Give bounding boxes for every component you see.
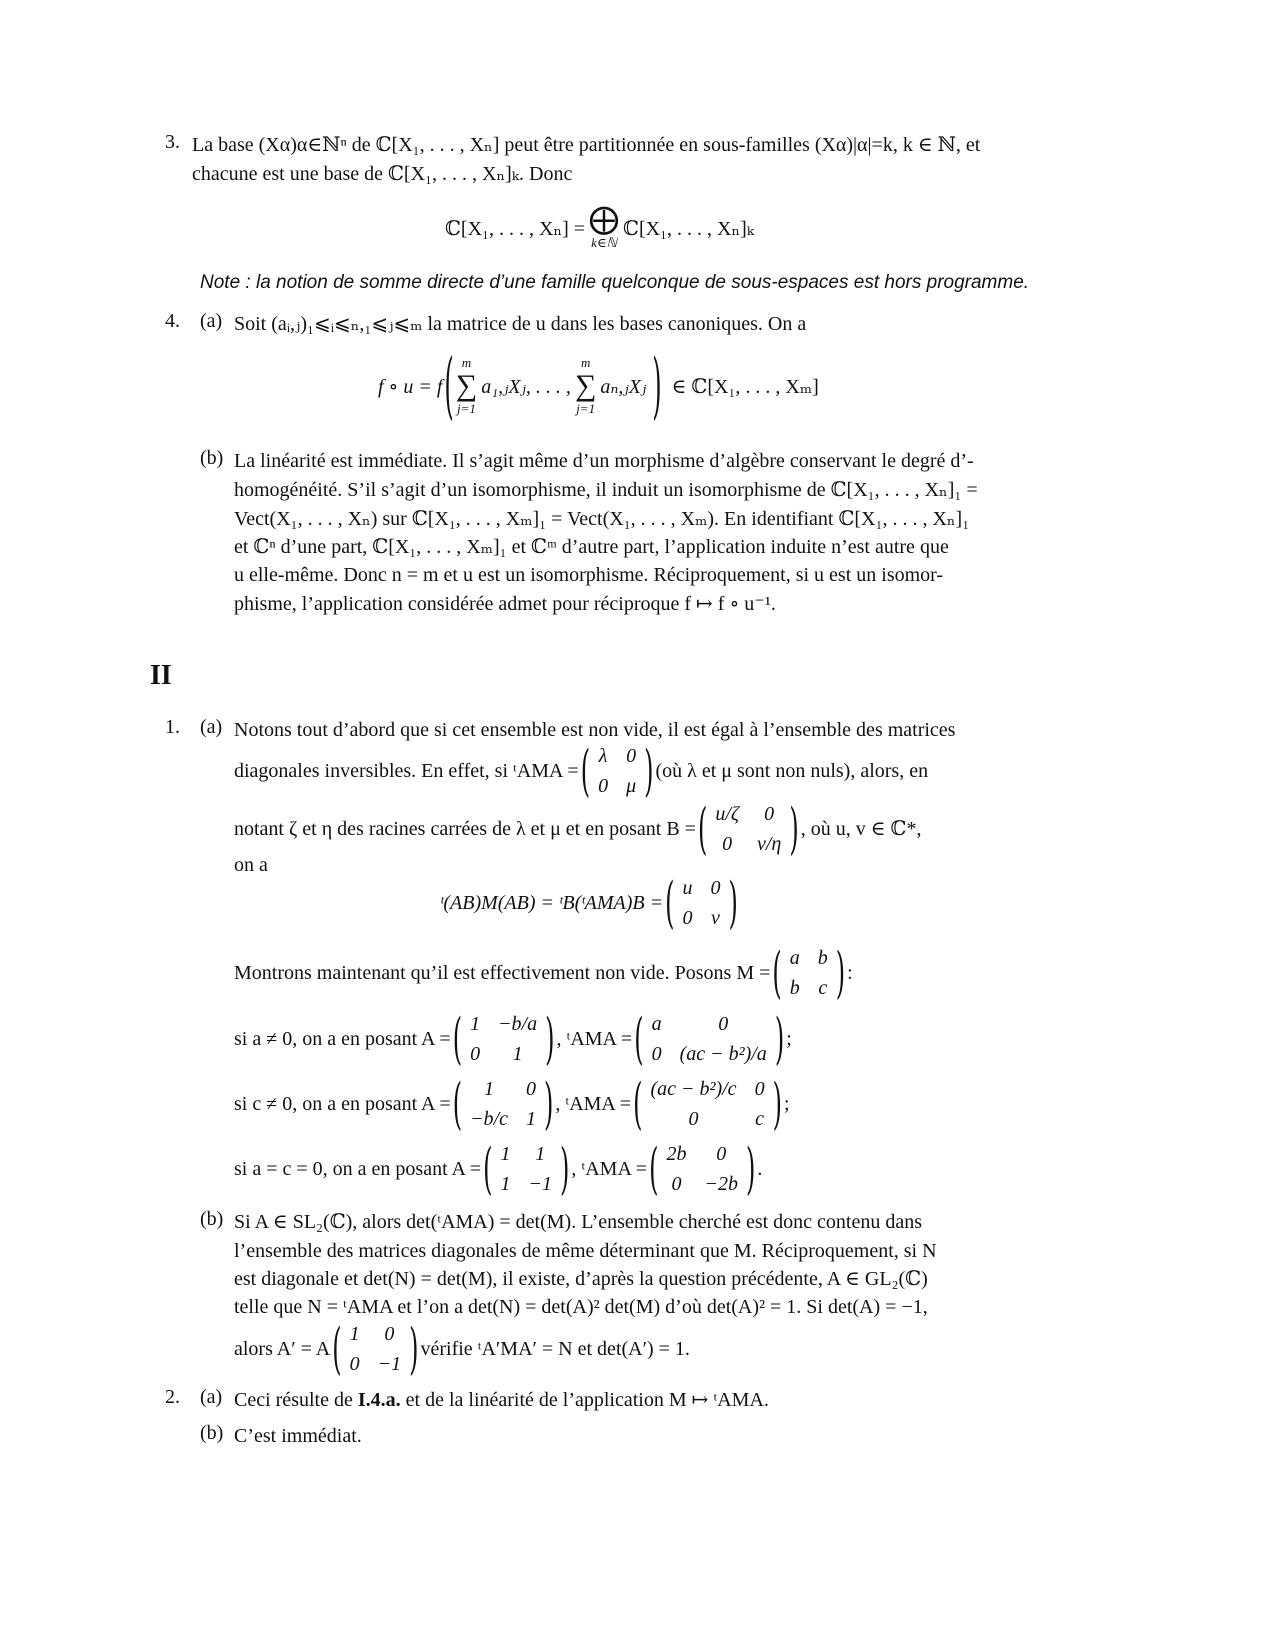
sum-term: a₁,ⱼXⱼ, . . . , (481, 375, 571, 398)
subitem-label: (a) (200, 1386, 223, 1408)
direct-sum-operator (589, 205, 619, 251)
paragraph-line: est diagonale et det(N) = det(M), il existe, d’après la question précédente, A ∈ GL₂(ℂ) (234, 1268, 928, 1290)
matrix-cell: 0 (722, 833, 733, 855)
matrix-cell: 0 (688, 1108, 699, 1130)
equation-left: f ∘ u = f (378, 375, 443, 398)
text-run: , ᵗAMA = (556, 1027, 633, 1050)
paragraph-line: et ℂⁿ d’une part, ℂ[X₁, . . . , Xₘ]₁ et ℂᵐ d’autre part, l’application induite n’est autre que (234, 536, 949, 558)
matrix-cell: 1 (535, 1143, 546, 1165)
item-number: 1. (165, 716, 180, 738)
right-paren: ) (644, 738, 654, 804)
matrix-cell: 0 (598, 775, 609, 797)
paragraph-line: Vect(X₁, . . . , Xₙ) sur ℂ[X₁, . . . , Xₘ]₁ = Vect(X₁, . . . , Xₘ). En identifiant ℂ[X₁, . . . , Xₙ]₁ (234, 508, 970, 530)
subitem-label: (a) (200, 310, 223, 332)
text-run: , ᵗAMA = (571, 1157, 648, 1180)
matrix-A (451, 1071, 556, 1137)
right-paren: ) (789, 796, 799, 862)
matrix-cell: 0 (718, 1013, 729, 1035)
text-run: si c ≠ 0, on a en posant A = (234, 1092, 451, 1115)
text-run: . (757, 1157, 763, 1180)
matrix-cell: 1 (500, 1173, 511, 1195)
right-paren: ) (835, 940, 846, 1006)
text-run: Montrons maintenant qu’il est effectivement non vide. Posons M = (234, 961, 771, 984)
paragraph-line: Soit (aᵢ,ⱼ)₁⩽ᵢ⩽ₙ,₁⩽ⱼ⩽ₘ la matrice de u dans les bases canoniques. On a (234, 313, 807, 335)
left-paren: ( (332, 1316, 342, 1382)
matrix-cell: u (682, 877, 693, 899)
equation-right: ℂ[X₁, . . . , Xₙ]ₖ (623, 217, 755, 240)
matrix-cell: 2b (666, 1143, 687, 1165)
matrix-cell: 1 (526, 1108, 536, 1130)
matrix-cell: 0 (651, 1043, 662, 1065)
equation-right: ∈ ℂ[X₁, . . . , Xₘ] (671, 375, 819, 398)
equation-left: ℂ[X₁, . . . , Xₙ] = (445, 217, 586, 240)
matrix-cell: 0 (384, 1323, 395, 1345)
subitem-label: (a) (200, 716, 223, 738)
oplus-icon: ⨁ (589, 203, 620, 236)
text-run: alors A′ = A (234, 1337, 331, 1360)
matrix-A (481, 1136, 571, 1202)
matrix-cell: 0 (716, 1143, 727, 1165)
text-run: ; (783, 1092, 790, 1115)
left-paren: ( (772, 940, 782, 1006)
text-run: ; (786, 1027, 792, 1050)
matrix-cell: −2b (704, 1173, 738, 1195)
subitem-label: (b) (200, 447, 224, 469)
item-number: 3. (165, 131, 180, 153)
left-paren: ( (444, 344, 454, 428)
paragraph-line: Notons tout d’abord que si cet ensemble est non vide, il est égal à l’ensemble des matrices (234, 719, 956, 741)
matrix-cell: 1 (484, 1078, 495, 1100)
matrix-cell: 1 (349, 1323, 360, 1345)
matrix-cell: λ (598, 745, 608, 767)
display-equation (440, 872, 740, 934)
matrix-cell: 1 (500, 1143, 511, 1165)
left-paren: ( (483, 1136, 493, 1202)
right-paren: ) (545, 1006, 555, 1072)
text-run: si a ≠ 0, on a en posant A = (234, 1027, 451, 1050)
left-paren: ( (634, 1006, 644, 1072)
matrix-cell: 0 (526, 1078, 536, 1100)
paragraph-line: l’ensemble des matrices diagonales de même déterminant que M. Réciproquement, si N (234, 1240, 937, 1262)
sum-lower: j=1 (576, 401, 596, 416)
sigma-icon: ∑ (455, 369, 478, 402)
note: Note : la notion de somme directe d’une famille quelconque de sous-espaces est hors programme. (200, 272, 1030, 293)
cross-reference: I.4.a. (357, 1389, 401, 1411)
right-paren: ) (772, 1071, 782, 1137)
paragraph-line: chacune est une base de ℂ[X₁, . . . , Xₙ]ₖ. Donc (192, 163, 573, 185)
text-run: diagonales inversibles. En effet, si ᵗAMA = (234, 759, 579, 782)
sum-operator (456, 355, 477, 417)
matrix-cell: −1 (528, 1173, 553, 1195)
paragraph-line: telle que N = ᵗAMA et l’on a det(N) = det(A)² det(M) d’où det(A)² = 1. Si det(A) = −1, (234, 1296, 928, 1318)
paragraph-line: C’est immédiat. (234, 1425, 362, 1447)
paragraph-line: u elle-même. Donc n = m et u est un isomorphisme. Réciproquement, si u est un isomor- (234, 564, 944, 586)
matrix-cell: u/ζ (715, 803, 739, 825)
right-paren: ) (560, 1136, 570, 1202)
sum-operator (575, 355, 596, 417)
matrix-cell: 0 (764, 803, 775, 825)
right-paren: ) (652, 344, 662, 428)
matrix-cell: v (711, 907, 720, 929)
paragraph-line: phisme, l’application considérée admet pour réciproque f ↦ f ∘ u⁻¹. (234, 593, 776, 615)
text-run: si a = c = 0, on a en posant A = (234, 1157, 482, 1180)
matrix-M (770, 940, 847, 1006)
right-paren: ) (774, 1006, 785, 1072)
matrix-cell: v/η (756, 833, 782, 855)
text-run: vérifie ᵗA′MA′ = N et det(A′) = 1. (420, 1337, 690, 1360)
matrix-cell: μ (626, 775, 637, 797)
matrix-lambda-mu (579, 738, 656, 804)
right-paren: ) (745, 1136, 756, 1202)
left-paren: ( (452, 1071, 463, 1137)
paragraph-line: Si A ∈ SL₂(ℂ), alors det(ᵗAMA) = det(M). L’ensemble cherché est donc contenu dans (234, 1211, 923, 1233)
operator-limit: k∈ℕ (591, 235, 617, 250)
left-paren: ( (697, 796, 708, 862)
left-paren: ( (633, 1071, 643, 1137)
right-paren: ) (544, 1071, 554, 1137)
matrix-cell: 0 (470, 1043, 481, 1065)
matrix-cell: a (789, 947, 800, 969)
matrix-cell: −1 (377, 1353, 402, 1375)
matrix-cell: 0 (671, 1173, 682, 1195)
direct-sum-equation (445, 205, 754, 251)
matrix-cell: −b/a (498, 1013, 538, 1035)
matrix-cell: (ac − b²)/a (679, 1043, 767, 1065)
case-line (234, 1008, 792, 1070)
section-title: II (150, 660, 172, 691)
paragraph-line (234, 942, 853, 1004)
subitem-label: (b) (200, 1208, 224, 1230)
item-number: 4. (165, 310, 180, 332)
matrix-B (696, 796, 801, 862)
matrix-result (647, 1136, 757, 1202)
right-paren: ) (409, 1316, 419, 1382)
matrix-cell: 0 (710, 877, 721, 899)
matrix-cell: 1 (512, 1043, 523, 1065)
sum-lower: j=1 (457, 401, 476, 416)
matrix-cell: 0 (626, 745, 637, 767)
matrix-cell: b (817, 947, 828, 969)
case-line (234, 1073, 790, 1135)
text-run: , où u, v ∈ ℂ*, (800, 817, 922, 840)
matrix-cell: 1 (470, 1013, 481, 1035)
sum-upper: m (580, 355, 591, 370)
left-paren: ( (665, 870, 675, 936)
matrix-result (632, 1006, 786, 1072)
paragraph-line: on a (234, 854, 268, 876)
matrix-cell: c (755, 1108, 764, 1130)
sigma-icon: ∑ (574, 369, 597, 402)
text-run: , ᵗAMA = (555, 1092, 632, 1115)
paragraph-line (234, 1386, 769, 1415)
paragraph-line (234, 796, 921, 862)
text-run: Ceci résulte de (234, 1389, 353, 1411)
sum-term: aₙ,ⱼXⱼ (600, 375, 647, 398)
paragraph-line (234, 1318, 690, 1380)
text-run: notant ζ et η des racines carrées de λ et μ et en posant B = (234, 817, 696, 840)
matrix-cell: (ac − b²)/c (650, 1078, 737, 1100)
left-paren: ( (649, 1136, 659, 1202)
text-run: et de la linéarité de l’application M ↦ ᵗAMA. (405, 1389, 769, 1411)
text-run: (où λ et μ sont non nuls), alors, en (655, 759, 929, 782)
matrix-cell: 0 (754, 1078, 765, 1100)
left-paren: ( (452, 1006, 463, 1072)
matrix-cell: a (651, 1013, 662, 1035)
matrix-cell: 0 (682, 907, 693, 929)
equation-text: ᵗ(AB)M(AB) = ᵗB(ᵗAMA)B = (440, 891, 664, 914)
matrix-cell: b (789, 977, 800, 999)
right-paren: ) (728, 870, 738, 936)
subitem-label: (b) (200, 1422, 224, 1444)
matrix-A (451, 1006, 557, 1072)
text-run: : (847, 961, 853, 984)
matrix-uv (663, 870, 740, 936)
paragraph-line: homogénéité. S’il s’agit d’un isomorphisme, il induit un isomorphisme de ℂ[X₁, . . . , Xₙ]₁ = (234, 479, 978, 501)
paragraph-line: La base (Xα)α∈ℕⁿ de ℂ[X₁, . . . , Xₙ] peut être partitionnée en sous-familles (Xα)|α|=k, k ∈ ℕ, et (192, 134, 981, 156)
composition-equation (378, 344, 819, 428)
sum-upper: m (461, 355, 472, 370)
matrix-J (330, 1316, 420, 1382)
case-line (234, 1138, 762, 1200)
left-paren: ( (580, 738, 591, 804)
matrix-result (631, 1071, 784, 1137)
matrix-cell: 0 (349, 1353, 360, 1375)
paragraph-line: La linéarité est immédiate. Il s’agit même d’un morphisme d’algèbre conservant le degré d’- (234, 450, 974, 472)
matrix-cell: c (818, 977, 828, 999)
item-number: 2. (165, 1386, 180, 1408)
matrix-cell: −b/c (470, 1108, 508, 1130)
